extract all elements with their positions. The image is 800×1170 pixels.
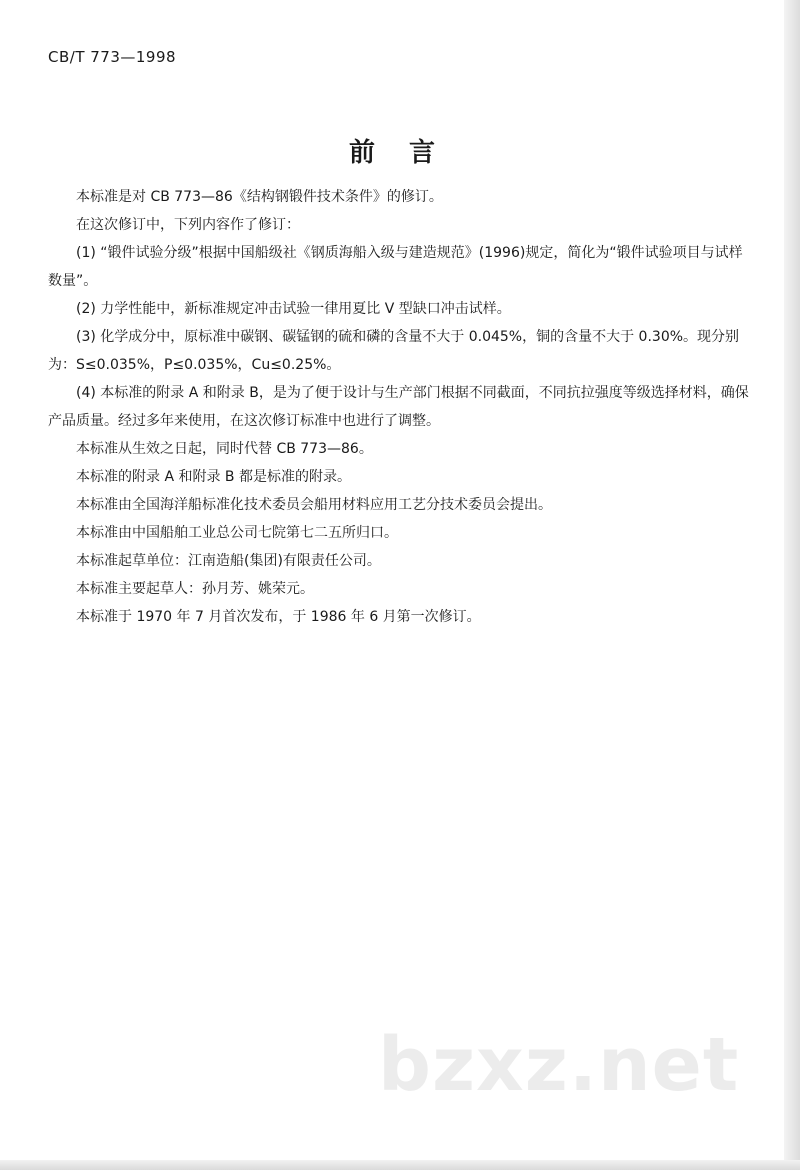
paragraph: (4) 本标准的附录 A 和附录 B，是为了便于设计与生产部门根据不同截面，不同抗拉强度等级选择材料，确保产品质量。经过多年来使用，在这次修订标准中也进行了调整。 — [48, 385, 749, 429]
paragraph: 在这次修订中，下列内容作了修订： — [76, 217, 300, 233]
paragraph: 本标准的附录 A 和附录 B 都是标准的附录。 — [76, 469, 351, 485]
paragraph: (2) 力学性能中，新标准规定冲击试验一律用夏比 V 型缺口冲击试样。 — [76, 301, 511, 317]
page-title: 前言 — [348, 138, 469, 168]
paragraph: 本标准从生效之日起，同时代替 CB 773—86。 — [76, 441, 373, 457]
paragraph: 本标准于 1970 年 7 月首次发布，于 1986 年 6 月第一次修订。 — [76, 609, 481, 625]
document-code: CB/T 773—1998 — [48, 48, 177, 66]
paragraph: (3) 化学成分中，原标准中碳钢、碳锰钢的硫和磷的含量不大于 0.045%，铜的含量不大于 0.30%。现分别为：S≤0.035%，P≤0.035%，Cu≤0.25%。 — [48, 329, 740, 373]
paragraph: 本标准主要起草人：孙月芳、姚荣元。 — [76, 581, 314, 597]
paragraph: 本标准起草单位：江南造船(集团)有限责任公司。 — [76, 553, 381, 569]
paragraph: 本标准由全国海洋船标准化技术委员会船用材料应用工艺分技术委员会提出。 — [76, 497, 552, 513]
watermark: bzxz.net — [378, 1022, 740, 1108]
paragraph: (1) “锻件试验分级”根据中国船级社《钢质海船入级与建造规范》(1996)规定，简化为“锻件试验项目与试样数量”。 — [48, 245, 743, 289]
page-bottom-shadow — [0, 1160, 800, 1170]
paragraph: 本标准由中国船舶工业总公司七院第七二五所归口。 — [76, 525, 398, 541]
paragraph: 本标准是对 CB 773—86《结构钢锻件技术条件》的修订。 — [76, 189, 443, 205]
body-text — [48, 183, 750, 631]
page-edge-shadow — [784, 0, 800, 1170]
